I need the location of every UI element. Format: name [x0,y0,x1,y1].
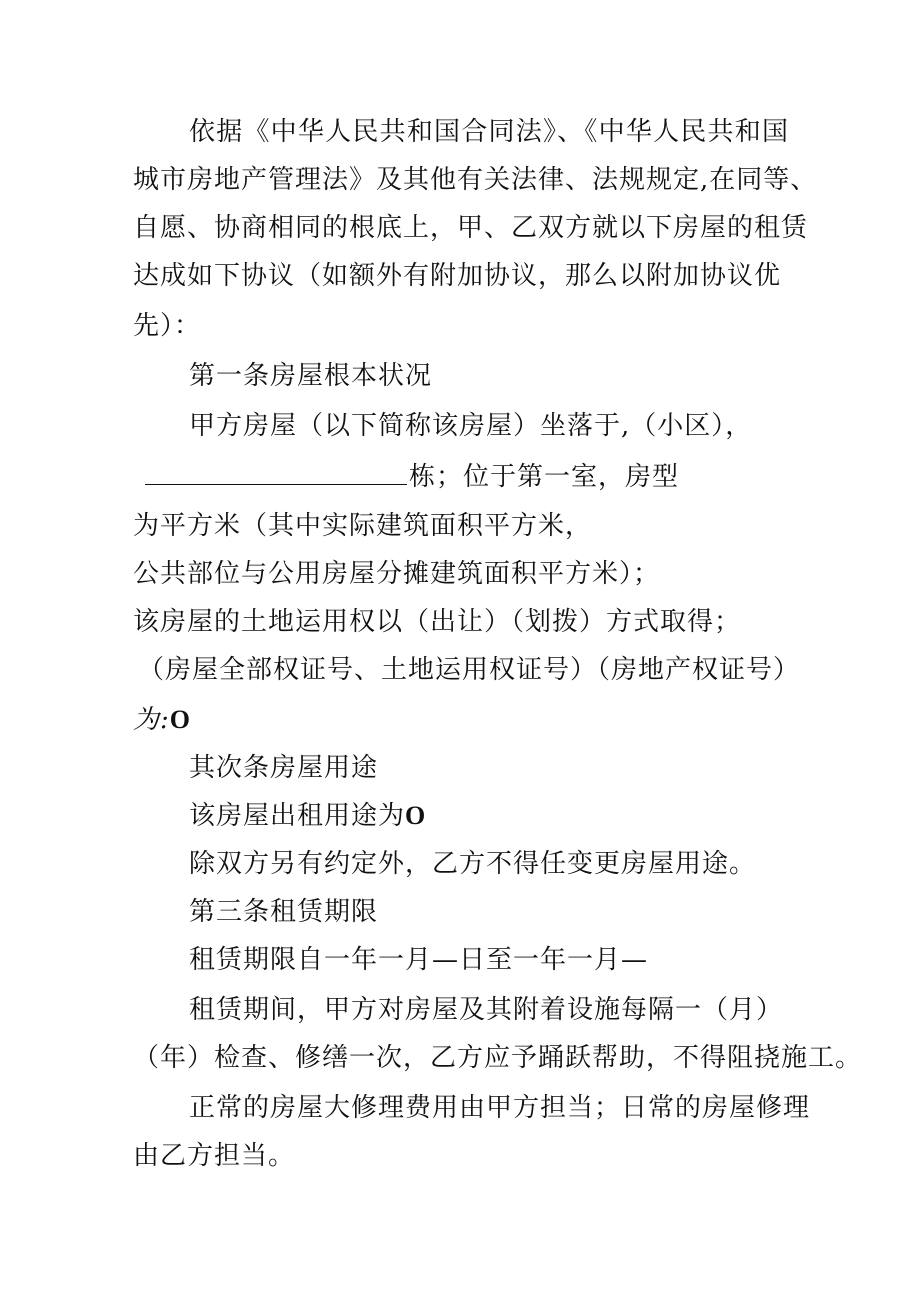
article-3-repair-line-1: 正常的房屋大修理费用由甲方担当；日常的房屋修理 [189,1093,811,1123]
article-2-heading: 其次条房屋用途 [189,753,379,783]
certificate-value-mark: O [169,705,191,734]
paragraph-intro-line-5: 先）： [133,311,202,341]
certificate-prefix: 为: [133,705,170,735]
article-1-land-right-line: 该房屋的土地运用权以（出让）（划拨）方式取得； [133,607,742,637]
purpose-text: 该房屋出租用途为 [189,801,406,831]
article-3-repair-line-2: 由乙方担当。 [133,1141,296,1171]
fill-in-blank [145,458,407,485]
article-2-restriction-line: 除双方另有约定外，乙方不得任变更房屋用途。 [189,849,757,879]
paragraph-intro-line-2: 城市房地产管理法》及其他有关法律、法规规定,在同等、 [133,165,818,195]
article-1-certificate-value-line [133,702,191,738]
article-3-term-line: 租赁期限自一年一月—日至一年一月— [189,945,649,975]
article-1-location-line: 甲方房屋（以下简称该房屋）坐落于,（小区）， [189,411,753,441]
article-2-purpose-line [189,798,426,834]
paragraph-intro-line-3: 自愿、协商相同的根底上，甲、乙双方就以下房屋的租赁 [133,213,809,243]
article-3-heading: 第三条租赁期限 [189,897,379,927]
article-1-shared-area-line: 公共部位与公用房屋分摊建筑面积平方米）； [133,559,661,589]
purpose-value-mark: O [405,801,427,830]
article-3-inspection-line-2: （年）检查、修缮一次，乙方应予踊跃帮助，不得阻挠施工。 [133,1043,863,1073]
article-1-area-line: 为平方米（其中实际建筑面积平方米， [133,511,593,541]
article-3-inspection-line-1: 租赁期间，甲方对房屋及其附着设施每隔一（月） [189,995,784,1025]
paragraph-intro-line-1: 依据《中华人民共和国合同法》、《中华人民共和国 [189,117,789,147]
article-1-heading: 第一条房屋根本状况 [189,361,433,391]
paragraph-intro-line-4: 达成如下协议（如额外有附加协议，那么以附加协议优 [133,261,782,291]
article-1-building-line [145,458,679,495]
article-1-certificate-line: （房屋全部权证号、土地运用权证号）（房地产权证号） [138,655,801,685]
building-text: 栋；位于第一室，房型 [409,462,680,492]
